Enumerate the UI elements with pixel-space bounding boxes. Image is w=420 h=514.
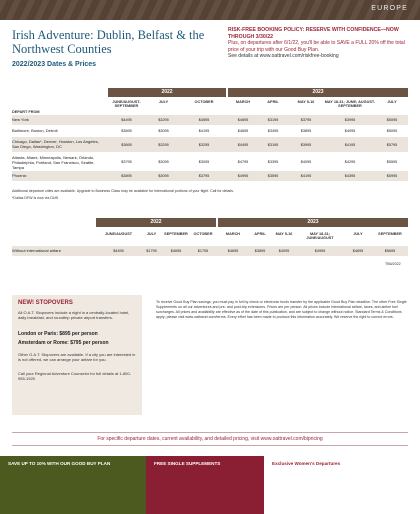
t1-price-cell: $3095 (158, 174, 169, 178)
t1-price-cell: $4095 (300, 160, 312, 164)
t2-col-header: SEPTEMBER (378, 232, 402, 236)
t1-price-cell: $4695 (237, 129, 249, 133)
t2-price-cell: $4495 (113, 249, 124, 253)
t1-col-header: JUNE/AUGUST-SEPTEMBER (112, 100, 141, 109)
t1-price-cell: $3395 (267, 160, 279, 164)
t1-price-cell: $5595 (386, 160, 398, 164)
tour-title: Irish Adventure: Dublin, Belfast & the Northwest Counties (12, 28, 205, 56)
t2-col-header: MAY 18-31; JUNE/AUGUST (306, 232, 334, 241)
t1-price-cell: $3895 (300, 129, 312, 133)
t2-price-cell: $5695 (384, 249, 396, 253)
t2-col-header: MAY 5-16 (275, 232, 293, 236)
t1-price-cell: $4395 (344, 174, 356, 178)
t2-price-cell: $1795 (146, 249, 157, 253)
table1-note-2: *Dallas DFW is now via DUB (12, 196, 58, 200)
stopover-london: London or Paris: $895 per person (18, 331, 98, 337)
t2-price-cell: $4695 (170, 249, 182, 253)
t1-price-cell: $4195 (300, 174, 312, 178)
t2-price-cell: $4695 (227, 249, 239, 253)
t1-price-cell: $3195 (267, 118, 279, 122)
t1-col-header: OCTOBER (194, 100, 214, 104)
stopovers-other: Other O.A.T. Stopovers are available. If a city you are interested in is not offered, we can arrange your airfare for you. (18, 352, 136, 363)
t1-row-label: Baltimore, Boston, Detroit (12, 128, 58, 133)
t1-price-cell: $3995 (300, 143, 312, 147)
t1-price-cell: $3795 (121, 160, 132, 164)
t2-col-header: SEPTEMBER (164, 232, 188, 236)
t2-price-cell: $3895 (254, 249, 266, 253)
t1-row-label: Chicago, Dallas*, Denver, Houston, Los Angeles, San Diego, Washington, DC (12, 139, 99, 149)
t1-price-cell: $4695 (237, 118, 249, 122)
t2-col-header: JULY (146, 232, 157, 236)
t1-price-cell: $3895 (121, 174, 132, 178)
t1-price-cell: $5795 (386, 143, 398, 147)
t1-col-header: MAY 18-31; JUNE; AUGUST-SEPTEMBER (324, 100, 376, 109)
t1-col-header: MAY 5-16 (297, 100, 315, 104)
stopover-amsterdam: Amsterdam or Rome: $795 per person (18, 340, 109, 346)
tour-subtitle: 2022/2023 Dates & Prices (12, 61, 97, 68)
t1-price-cell: $3195 (267, 143, 279, 147)
t1-price-cell: $3695 (121, 129, 132, 133)
single-supplement-promo (146, 456, 264, 514)
depart-from-header: DEPART FROM (12, 110, 40, 114)
t1-row-label: New York (12, 117, 29, 122)
gbp-title: SAVE UP TO 10% WITH OUR GOOD BUY PLAN (8, 461, 111, 466)
t1-row-label: Phoenix (12, 173, 27, 178)
year-2022-header: 2022 (108, 88, 226, 97)
t1-price-cell: $3495 (267, 129, 279, 133)
t1-price-cell: $3795 (198, 174, 210, 178)
t1-price-cell: $3995 (344, 118, 356, 122)
t1-price-cell: $3295 (198, 143, 210, 147)
t1-price-cell: $4995 (237, 174, 249, 178)
t2-col-header: OCTOBER (193, 232, 213, 236)
t1-price-cell: $4195 (344, 143, 356, 147)
t1-price-cell: $4595 (198, 118, 210, 122)
t1-price-cell: $3795 (300, 118, 312, 122)
fine-print: To receive Good Buy Plan savings, you must pay in full by check or electronic funds transfer by the applicable Good Buy Plan deadline. The other Free Single Supplements on all our adventures and pre- and post-trip extensions. Prices are per person. All prices include international airfare, taxes, and airline fuel surcharges. All prices and availability are effective as of the date of this publication, and are subject to change without notice. Standard Terms & Conditions apply; please visit www.oattravel.com/terms. Every effort has been made to produce this information accurately. We reserve the right to correct errors. (156, 300, 407, 319)
section-banner (0, 0, 420, 20)
t2-col-header: JUNE/AUGUST (104, 232, 133, 236)
t1-price-cell: $3595 (267, 174, 279, 178)
year-2023-header: 2023 (228, 88, 408, 97)
t2-row-label: Without international airfare (12, 248, 61, 253)
t1-price-cell: $3695 (121, 143, 132, 147)
t1-price-cell: $5095 (386, 118, 398, 122)
t1-price-cell: $3295 (158, 143, 169, 147)
t1-col-header: APRIL (267, 100, 279, 104)
t2-price-cell: $4695 (352, 249, 364, 253)
t2-price-cell: $4095 (278, 249, 290, 253)
t1-price-cell: $4295 (344, 160, 356, 164)
t2-col-header: MARCH (225, 232, 241, 236)
t1-price-cell: $3295 (158, 118, 169, 122)
t2-price-cell: $1795 (197, 249, 209, 253)
fss-title: FREE SINGLE SUPPLEMENTS (154, 461, 221, 466)
section-label: EUROPE (371, 5, 408, 12)
t1-row-label: Atlanta, Miami, Minneapolis, Newark, Orlando, Philadelphia, Portland, San Francisco, Seattle, Tampa (12, 155, 95, 170)
t1-price-cell: $4195 (198, 129, 210, 133)
policy-link[interactable]: See details at www.oattravel.com/riskfree-booking (228, 53, 339, 59)
t2-code: TB6/2022 (385, 262, 401, 266)
t1-price-cell: $4495 (237, 143, 249, 147)
policy-body: Plus, on departures after 6/1/22, you'll be able to SAVE a FULL 20% off the total price of your trip with our Good Buy Plan. (228, 40, 405, 53)
t2-year-2022: 2022 (96, 218, 216, 227)
t2-price-cell: $4995 (314, 249, 326, 253)
policy-box (228, 27, 416, 60)
stopovers-title: NEW! STOPOVERS (18, 300, 73, 306)
policy-heading: RISK-FREE BOOKING POLICY: RESERVE WITH CONFIDENCE—NOW THROUGH 3/30/22 (228, 27, 399, 40)
womens-departures-promo (264, 456, 420, 514)
good-buy-promo (0, 456, 146, 514)
t2-year-2023: 2023 (218, 218, 408, 227)
stopovers-call: Call your Regional Adventure Counselor for full details at 1-800-955-1925 (18, 371, 131, 382)
t1-col-header: JULY (387, 100, 397, 104)
t1-price-cell: $4495 (121, 118, 132, 122)
stopovers-intro: All O.A.T. Stopovers include a night in a centrally-located hotel, daily breakfast, and roundtrip private airport transfers. (18, 310, 130, 321)
t1-price-cell: $5995 (386, 174, 398, 178)
t1-col-header: JULY (158, 100, 169, 104)
table1-note-1: Additional departure cities are available. Upgrade to Business Class may be available for international portions of your flight. Call for details. (12, 189, 234, 193)
pricing-cta[interactable]: For specific departure dates, current availability, and detailed pricing, visit www.oattravel.com/bipricing (12, 432, 408, 446)
t1-col-header: MARCH (235, 100, 251, 104)
t2-col-header: JULY (353, 232, 363, 236)
t1-price-cell: $3095 (198, 160, 210, 164)
t1-price-cell: $5095 (386, 129, 398, 133)
t2-col-header: APRIL (254, 232, 266, 236)
t1-price-cell: $3095 (158, 129, 169, 133)
stopovers-box (12, 295, 142, 415)
t1-price-cell: $4095 (344, 129, 356, 133)
t1-price-cell: $4795 (237, 160, 249, 164)
wd-title: Exclusive Women's Departures (272, 461, 341, 466)
t1-price-cell: $3095 (158, 160, 169, 164)
